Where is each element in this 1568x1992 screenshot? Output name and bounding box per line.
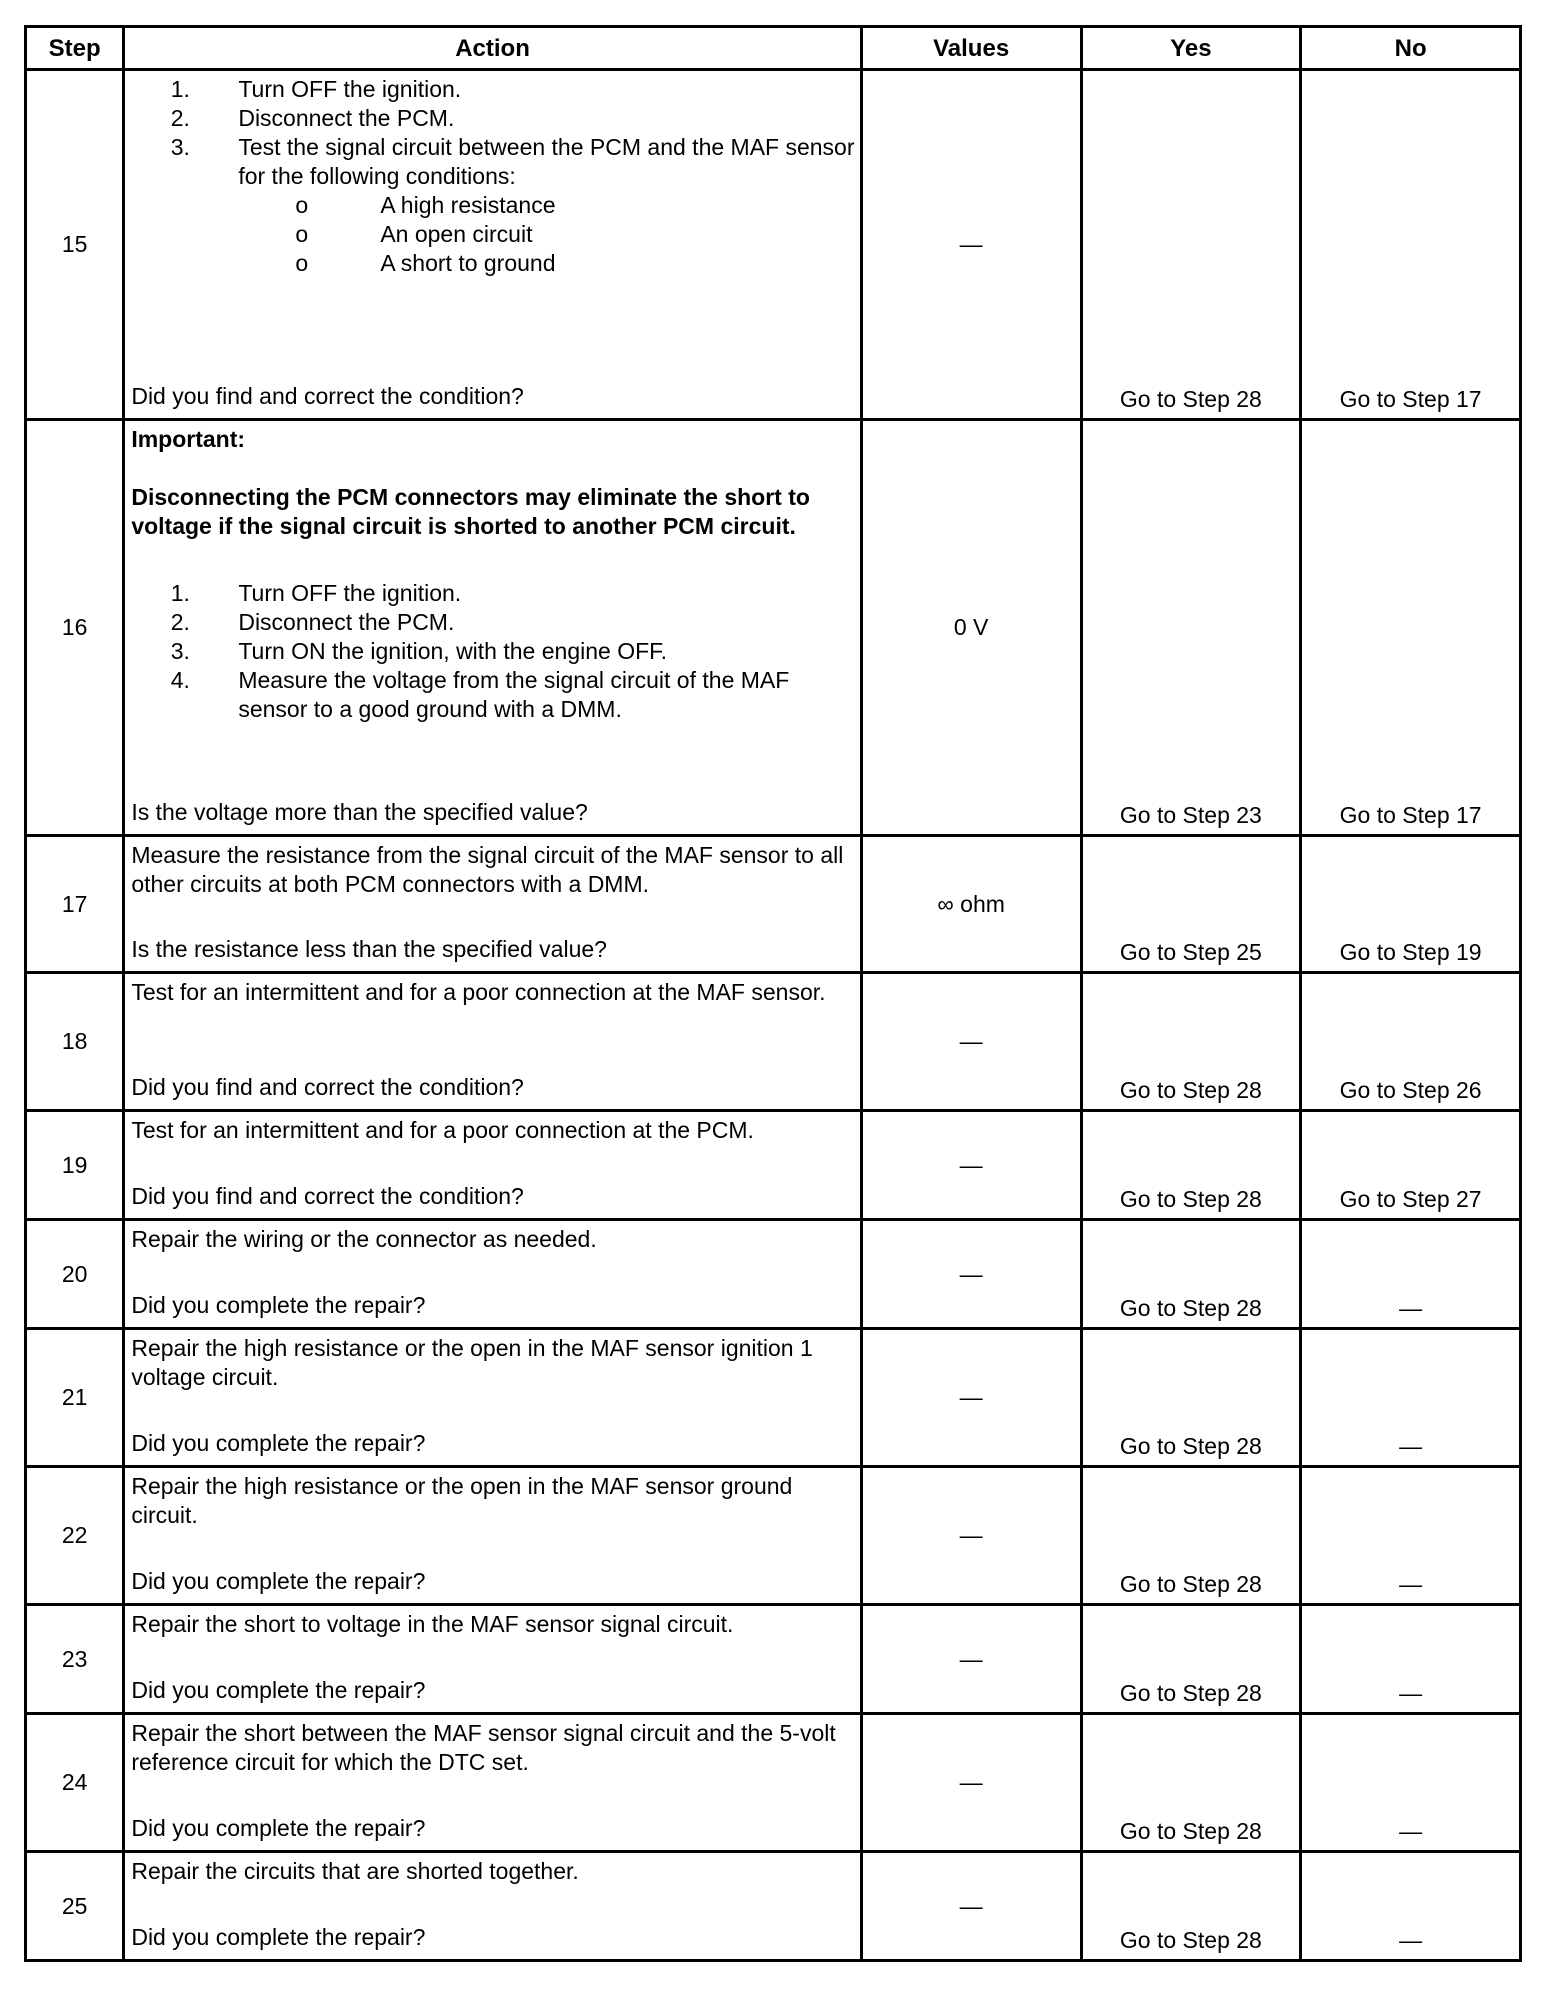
important-note: Disconnecting the PCM connectors may eliminate the short to voltage if the signal circuit is shorted to another PCM circuit. <box>131 484 810 539</box>
yes-cell: Go to Step 28 <box>1081 70 1301 420</box>
action-question: Did you complete the repair? <box>131 1924 426 1950</box>
no-cell: Go to Step 27 <box>1301 1111 1521 1220</box>
step-number: 23 <box>26 1605 124 1714</box>
step-number: 24 <box>26 1714 124 1852</box>
value-cell: — <box>861 973 1081 1111</box>
value-cell: — <box>861 1605 1081 1714</box>
no-cell: Go to Step 17 <box>1301 70 1521 420</box>
yes-cell: Go to Step 28 <box>1081 973 1301 1111</box>
header-action: Action <box>124 27 861 70</box>
yes-cell: Go to Step 25 <box>1081 836 1301 973</box>
action-cell <box>124 70 861 420</box>
yes-cell: Go to Step 28 <box>1081 1714 1301 1852</box>
action-cell <box>124 836 861 973</box>
value-cell: — <box>861 1111 1081 1220</box>
important-label: Important: <box>131 426 246 452</box>
step-number: 16 <box>26 420 124 836</box>
action-step: 3. Turn ON the ignition, with the engine OFF. <box>196 637 856 666</box>
action-text: Repair the short to voltage in the MAF sensor signal circuit. <box>131 1611 734 1637</box>
step-number: 25 <box>26 1852 124 1961</box>
no-cell: Go to Step 26 <box>1301 973 1521 1111</box>
action-question: Is the voltage more than the specified value? <box>131 799 588 825</box>
action-cell <box>124 1467 861 1605</box>
action-steps <box>131 579 856 724</box>
diagnostic-table <box>24 25 1522 1962</box>
action-cell <box>124 1852 861 1961</box>
yes-cell: Go to Step 28 <box>1081 1329 1301 1467</box>
yes-cell: Go to Step 28 <box>1081 1852 1301 1961</box>
no-cell: — <box>1301 1329 1521 1467</box>
yes-cell: Go to Step 28 <box>1081 1467 1301 1605</box>
action-cell <box>124 420 861 836</box>
no-cell: — <box>1301 1220 1521 1329</box>
action-text: Repair the high resistance or the open in the MAF sensor ground circuit. <box>131 1473 793 1528</box>
yes-cell: Go to Step 28 <box>1081 1111 1301 1220</box>
table-row <box>26 1714 1521 1852</box>
action-text: Repair the wiring or the connector as needed. <box>131 1226 597 1252</box>
yes-cell: Go to Step 28 <box>1081 1220 1301 1329</box>
action-step: 2. Disconnect the PCM. <box>196 104 856 133</box>
action-question: Did you find and correct the condition? <box>131 383 524 409</box>
header-no: No <box>1301 27 1521 70</box>
condition-list <box>238 191 856 278</box>
action-question: Did you complete the repair? <box>131 1568 426 1594</box>
table-row <box>26 973 1521 1111</box>
header-row <box>26 27 1521 70</box>
action-cell <box>124 1220 861 1329</box>
action-text: Test for an intermittent and for a poor connection at the PCM. <box>131 1117 754 1143</box>
no-cell: — <box>1301 1852 1521 1961</box>
action-question: Is the resistance less than the specified value? <box>131 936 607 962</box>
no-cell: Go to Step 17 <box>1301 420 1521 836</box>
step-number: 21 <box>26 1329 124 1467</box>
condition-item: o An open circuit <box>338 220 856 249</box>
action-text: Repair the short between the MAF sensor signal circuit and the 5-volt reference circuit for which the DTC set. <box>131 1720 836 1775</box>
table-row <box>26 1329 1521 1467</box>
step-number: 19 <box>26 1111 124 1220</box>
no-cell: Go to Step 19 <box>1301 836 1521 973</box>
action-step: 1. Turn OFF the ignition. <box>196 75 856 104</box>
header-yes: Yes <box>1081 27 1301 70</box>
action-question: Did you find and correct the condition? <box>131 1183 524 1209</box>
yes-cell: Go to Step 28 <box>1081 1605 1301 1714</box>
action-question: Did you complete the repair? <box>131 1815 426 1841</box>
action-step-text: Test the signal circuit between the PCM and the MAF sensor for the following conditions: <box>238 134 855 189</box>
step-number: 22 <box>26 1467 124 1605</box>
action-question: Did you complete the repair? <box>131 1430 426 1456</box>
action-steps <box>131 75 856 278</box>
table-row <box>26 1467 1521 1605</box>
yes-cell: Go to Step 23 <box>1081 420 1301 836</box>
no-cell: — <box>1301 1714 1521 1852</box>
action-cell <box>124 973 861 1111</box>
step-number: 15 <box>26 70 124 420</box>
action-cell <box>124 1329 861 1467</box>
value-cell: — <box>861 1467 1081 1605</box>
table-row <box>26 1852 1521 1961</box>
action-step: 2. Disconnect the PCM. <box>196 608 856 637</box>
action-step: 1. Turn OFF the ignition. <box>196 579 856 608</box>
table-row <box>26 420 1521 836</box>
header-values: Values <box>861 27 1081 70</box>
table-row <box>26 1605 1521 1714</box>
step-number: 17 <box>26 836 124 973</box>
table-row <box>26 1220 1521 1329</box>
no-cell: — <box>1301 1605 1521 1714</box>
action-cell <box>124 1605 861 1714</box>
value-cell: — <box>861 1220 1081 1329</box>
value-cell: — <box>861 1852 1081 1961</box>
action-text: Test for an intermittent and for a poor connection at the MAF sensor. <box>131 979 826 1005</box>
table-row <box>26 836 1521 973</box>
header-step: Step <box>26 27 124 70</box>
condition-item: o A high resistance <box>338 191 856 220</box>
value-cell: ∞ ohm <box>861 836 1081 973</box>
action-text: Measure the resistance from the signal circuit of the MAF sensor to all other circuits at both PCM connectors with a DMM. <box>131 842 844 897</box>
action-question: Did you find and correct the condition? <box>131 1074 524 1100</box>
table-row <box>26 1111 1521 1220</box>
no-cell: — <box>1301 1467 1521 1605</box>
action-question: Did you complete the repair? <box>131 1292 426 1318</box>
step-number: 18 <box>26 973 124 1111</box>
action-question: Did you complete the repair? <box>131 1677 426 1703</box>
value-cell: 0 V <box>861 420 1081 836</box>
table-row <box>26 70 1521 420</box>
action-cell <box>124 1111 861 1220</box>
action-step: 4. Measure the voltage from the signal circuit of the MAF sensor to a good ground with a DMM. <box>196 666 856 724</box>
action-text: Repair the high resistance or the open in the MAF sensor ignition 1 voltage circuit. <box>131 1335 813 1390</box>
action-step <box>196 133 856 278</box>
value-cell: — <box>861 1714 1081 1852</box>
condition-item: o A short to ground <box>338 249 856 278</box>
step-number: 20 <box>26 1220 124 1329</box>
value-cell: — <box>861 70 1081 420</box>
value-cell: — <box>861 1329 1081 1467</box>
action-text: Repair the circuits that are shorted together. <box>131 1858 579 1884</box>
action-cell <box>124 1714 861 1852</box>
